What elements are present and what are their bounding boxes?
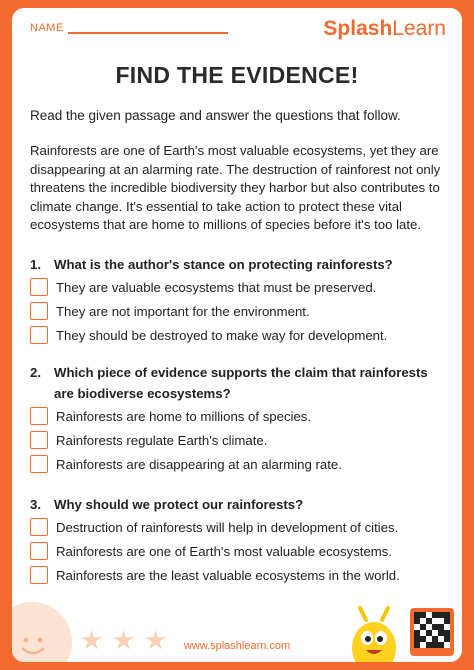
question-text: Which piece of evidence supports the claim that rainforests are biodiverse ecosystems? <box>54 365 428 401</box>
option[interactable] <box>30 515 450 539</box>
option-text: They are not important for the environment. <box>56 303 310 319</box>
smiley-icon <box>12 602 72 662</box>
option-text: Rainforests are the least valuable ecosystems in the world. <box>56 567 400 583</box>
option-text: Destruction of rainforests will help in development of cities. <box>56 519 399 535</box>
name-label: NAME <box>30 22 64 34</box>
star-icon: ★ <box>144 626 168 656</box>
option[interactable] <box>30 563 450 587</box>
option[interactable] <box>30 275 450 299</box>
checkbox[interactable] <box>30 431 48 449</box>
option[interactable] <box>30 299 450 323</box>
option-text: Rainforests regulate Earth's climate. <box>56 432 268 448</box>
passage: Rainforests are one of Earth's most valuable ecosystems, yet they are disappearing at an alarming rate. The destruction of rainforest not only threatens the incredible biodiversity they harbor but also contributes to climate change. It's essential to take action to protect these vital ecosystems that are home to millions of species before it's too late. <box>30 143 441 233</box>
option[interactable] <box>30 404 450 428</box>
mascot-icon <box>344 606 404 662</box>
option-text: They are valuable ecosystems that must be preserved. <box>56 279 377 295</box>
option-text: Rainforests are one of Earth's most valuable ecosystems. <box>56 543 393 559</box>
page-title: FIND THE EVIDENCE! <box>115 62 359 88</box>
question-number: 3. <box>30 497 41 512</box>
checkbox[interactable] <box>30 407 48 425</box>
worksheet <box>12 8 462 662</box>
checkbox[interactable] <box>30 455 48 473</box>
checkbox[interactable] <box>30 302 48 320</box>
question-text: What is the author's stance on protecting rainforests? <box>54 257 393 272</box>
name-line[interactable] <box>68 22 228 34</box>
option-text: Rainforests are home to millions of species. <box>56 408 312 424</box>
question-2 <box>30 362 450 476</box>
question-header <box>30 494 450 515</box>
question-1 <box>30 254 450 347</box>
brand-logo <box>323 17 446 41</box>
brand-light: Learn <box>392 17 446 40</box>
option[interactable] <box>30 323 450 347</box>
checkbox[interactable] <box>30 518 48 536</box>
question-text: Why should we protect our rainforests? <box>54 497 304 512</box>
checkbox[interactable] <box>30 542 48 560</box>
question-header <box>30 362 450 404</box>
option[interactable] <box>30 539 450 563</box>
brand-bold: Splash <box>323 17 393 40</box>
checkbox[interactable] <box>30 278 48 296</box>
checkbox[interactable] <box>30 326 48 344</box>
name-field-row <box>30 22 228 34</box>
checkbox[interactable] <box>30 566 48 584</box>
option-text: Rainforests are disappearing at an alarming rate. <box>56 456 342 472</box>
qr-code-icon <box>410 608 454 656</box>
instructions: Read the given passage and answer the questions that follow. <box>30 108 401 123</box>
question-number: 1. <box>30 257 41 272</box>
option[interactable] <box>30 428 450 452</box>
question-3 <box>30 494 450 587</box>
footer-url: www.splashlearn.com <box>183 640 291 652</box>
question-header <box>30 254 450 275</box>
star-icon: ★ <box>112 626 136 656</box>
option-text: They should be destroyed to make way for development. <box>56 327 388 343</box>
question-number: 2. <box>30 365 41 380</box>
option[interactable] <box>30 452 450 476</box>
star-icon: ★ <box>80 626 104 656</box>
